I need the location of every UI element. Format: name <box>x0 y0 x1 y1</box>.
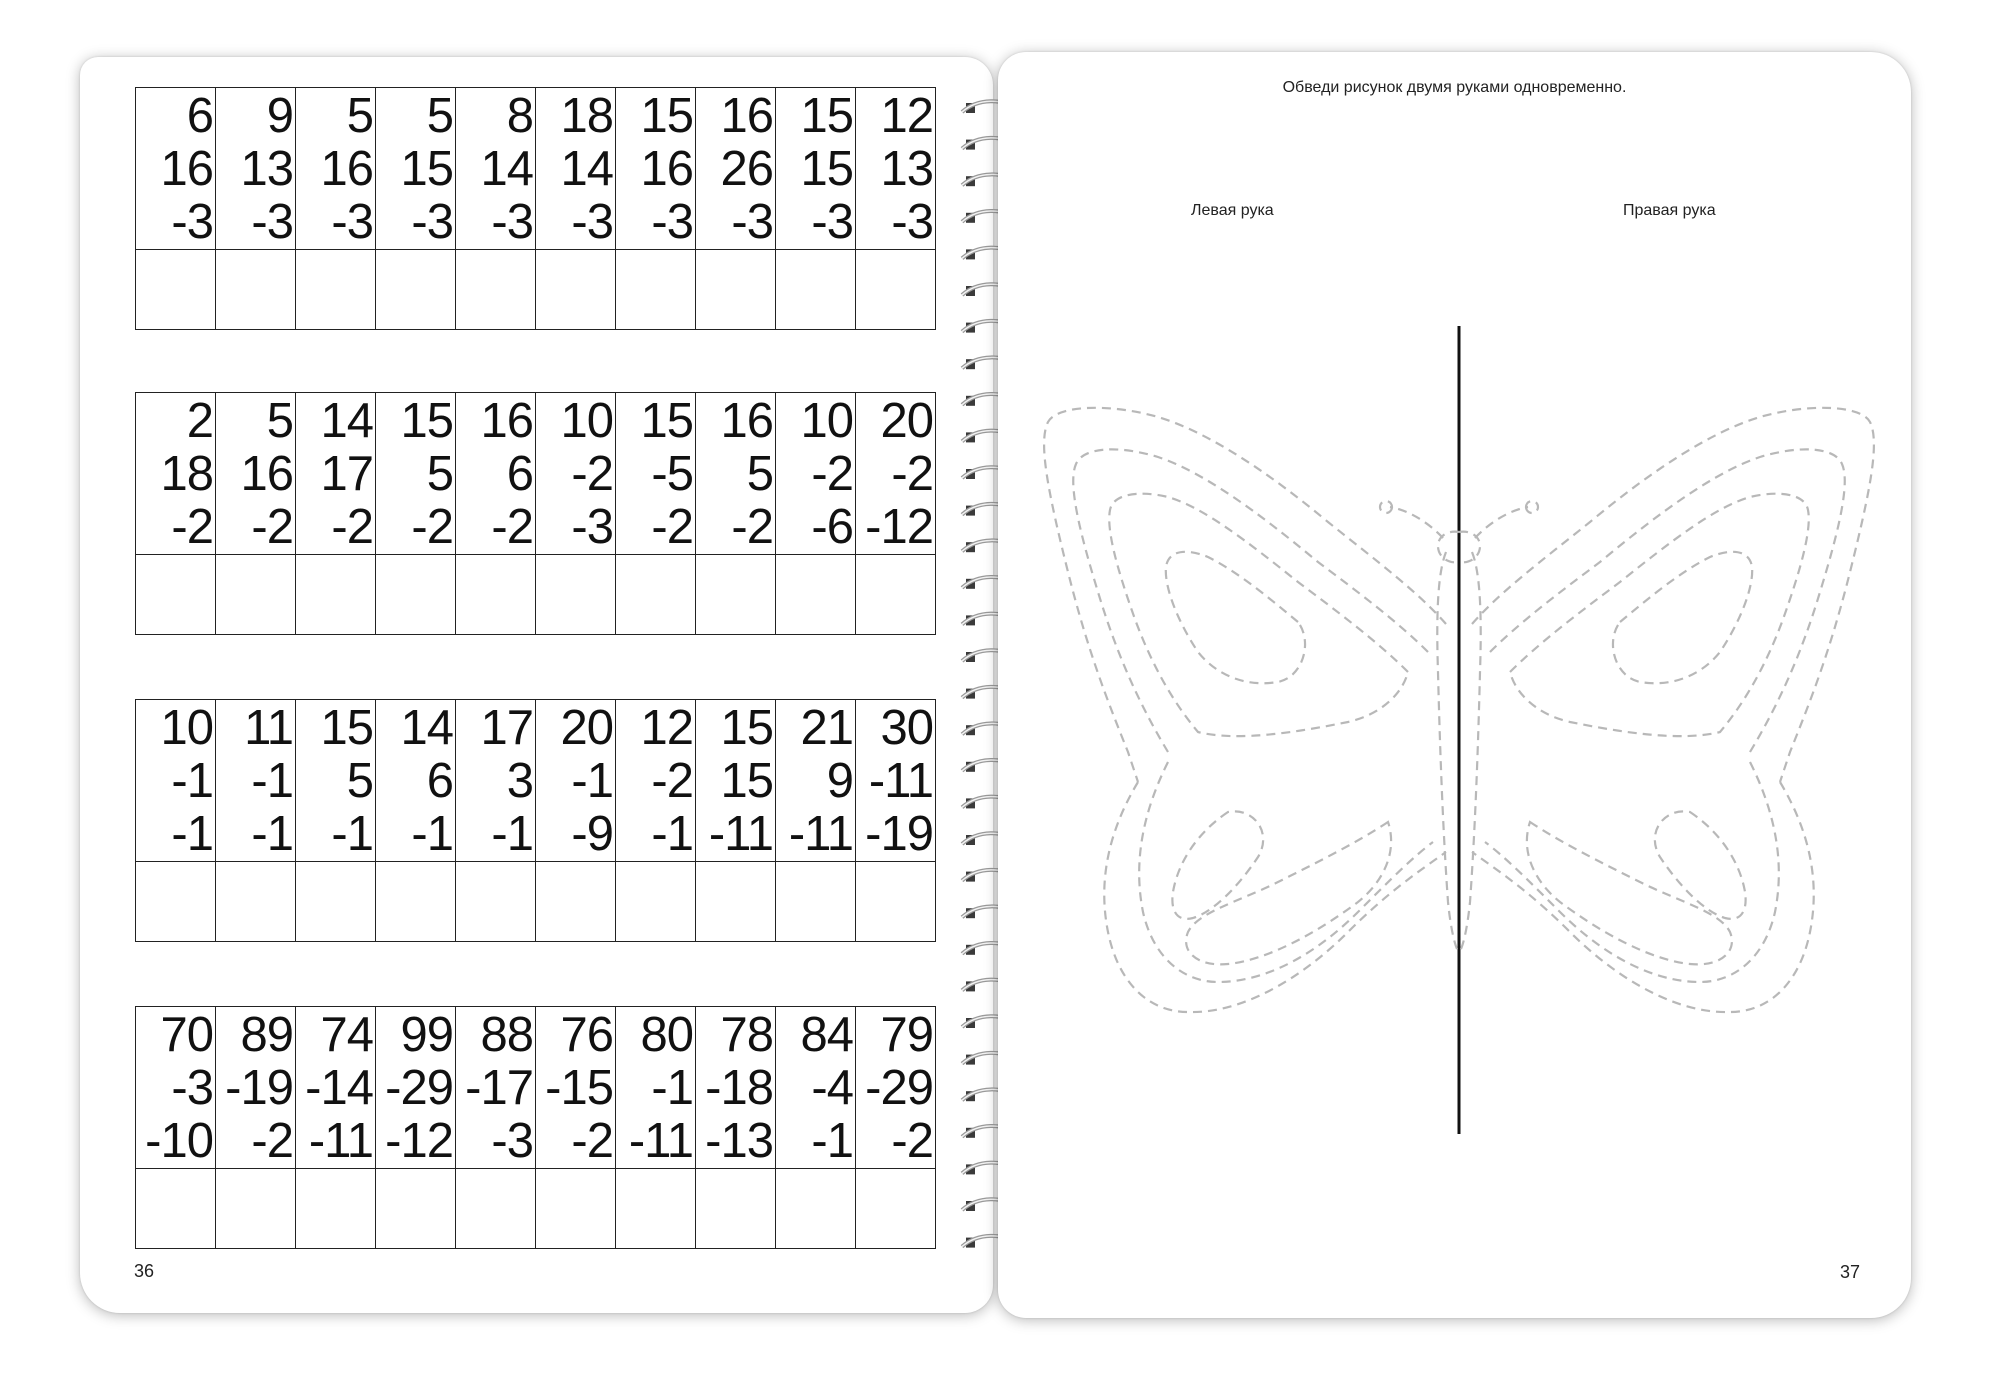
problem-number: 16 <box>480 394 533 448</box>
problem-number: 15 <box>720 701 773 755</box>
problem-number: -11 <box>708 807 773 861</box>
problem-number: 6 <box>426 754 453 808</box>
problem-number: 13 <box>240 142 293 196</box>
problem-cell <box>376 393 456 555</box>
answer-cell[interactable] <box>536 862 616 942</box>
problem-cell <box>776 393 856 555</box>
answer-cell[interactable] <box>456 1169 536 1249</box>
problem-number: -1 <box>171 754 213 808</box>
problem-number: -2 <box>251 500 293 554</box>
problem-number: 16 <box>160 142 213 196</box>
problem-number: -1 <box>411 807 453 861</box>
problem-number: 11 <box>244 701 293 755</box>
answer-cell[interactable] <box>856 555 936 635</box>
problem-number: -3 <box>571 500 613 554</box>
left-hand-label: Левая рука <box>1191 202 1274 219</box>
problem-cell <box>536 393 616 555</box>
problem-number: 5 <box>426 89 453 143</box>
problem-cell <box>456 88 536 250</box>
problem-number: -11 <box>868 754 933 808</box>
problem-number: -3 <box>571 195 613 249</box>
problem-cell <box>136 700 216 862</box>
problem-number: -4 <box>811 1061 853 1115</box>
answer-cell[interactable] <box>216 862 296 942</box>
problem-number: -1 <box>171 807 213 861</box>
problem-number: -3 <box>811 195 853 249</box>
problem-number: 74 <box>320 1008 373 1062</box>
problem-number: -2 <box>171 500 213 554</box>
problem-number: -2 <box>251 1114 293 1168</box>
answer-cell[interactable] <box>856 862 936 942</box>
right-page <box>998 52 1911 1318</box>
problem-number: -3 <box>411 195 453 249</box>
answer-cell[interactable] <box>696 1169 776 1249</box>
problem-cell <box>376 700 456 862</box>
problem-number: -1 <box>331 807 373 861</box>
answer-cell[interactable] <box>616 555 696 635</box>
problem-number: -3 <box>331 195 373 249</box>
problem-number: 12 <box>880 89 933 143</box>
problem-number: 70 <box>160 1008 213 1062</box>
problem-number: 18 <box>160 447 213 501</box>
problem-number: 3 <box>506 754 533 808</box>
problem-number: 15 <box>800 89 853 143</box>
problem-number: 76 <box>560 1008 613 1062</box>
problem-number: -2 <box>571 1114 613 1168</box>
problem-number: 15 <box>800 142 853 196</box>
problem-number: 15 <box>640 394 693 448</box>
problem-cell <box>776 700 856 862</box>
problem-cell <box>776 88 856 250</box>
problem-cell <box>456 393 536 555</box>
right-hand-label: Правая рука <box>1623 202 1716 219</box>
answer-cell[interactable] <box>296 555 376 635</box>
problem-cell <box>856 700 936 862</box>
problem-number: -3 <box>891 195 933 249</box>
problem-cell <box>776 1007 856 1169</box>
answer-cell[interactable] <box>376 1169 456 1249</box>
problem-cell <box>216 700 296 862</box>
answer-cell[interactable] <box>136 555 216 635</box>
problem-cell <box>216 393 296 555</box>
problem-cell <box>536 1007 616 1169</box>
problem-cell <box>536 88 616 250</box>
answer-cell[interactable] <box>776 250 856 330</box>
problem-number: -17 <box>465 1061 533 1115</box>
problem-number: 88 <box>480 1008 533 1062</box>
answer-cell[interactable] <box>536 1169 616 1249</box>
answer-cell[interactable] <box>776 1169 856 1249</box>
problem-cell <box>136 1007 216 1169</box>
problem-number: 10 <box>800 394 853 448</box>
problem-cell <box>616 1007 696 1169</box>
answer-cell[interactable] <box>856 250 936 330</box>
problem-number: 5 <box>426 447 453 501</box>
butterfly-left-half <box>1044 408 1459 1012</box>
page-number-right: 37 <box>1840 1262 1861 1282</box>
problem-number: 89 <box>240 1008 293 1062</box>
problem-number: 6 <box>186 89 213 143</box>
problem-number: 15 <box>720 754 773 808</box>
problem-number: -3 <box>171 195 213 249</box>
problem-number: -1 <box>251 807 293 861</box>
exercise-table-1 <box>135 87 936 330</box>
problem-number: -2 <box>731 500 773 554</box>
problem-number: -2 <box>411 500 453 554</box>
problem-number: 14 <box>320 394 373 448</box>
problem-number: -3 <box>651 195 693 249</box>
problem-number: 6 <box>506 447 533 501</box>
answer-cell[interactable] <box>376 862 456 942</box>
problem-cell <box>456 700 536 862</box>
problem-number: -14 <box>305 1061 373 1115</box>
problem-number: 79 <box>880 1008 933 1062</box>
problem-number: 16 <box>720 89 773 143</box>
problem-number: -12 <box>865 500 933 554</box>
problem-number: -1 <box>651 807 693 861</box>
answer-cell[interactable] <box>616 862 696 942</box>
problem-number: -9 <box>571 807 613 861</box>
problem-number: 84 <box>800 1008 853 1062</box>
problem-number: 10 <box>160 701 213 755</box>
answer-cell[interactable] <box>216 1169 296 1249</box>
problem-number: 20 <box>880 394 933 448</box>
left-page <box>80 57 993 1313</box>
problem-number: -3 <box>491 195 533 249</box>
answer-cell[interactable] <box>296 1169 376 1249</box>
problem-cell <box>616 393 696 555</box>
problem-cell <box>296 1007 376 1169</box>
problem-number: 5 <box>346 89 373 143</box>
problem-number: -2 <box>891 1114 933 1168</box>
problem-number: 80 <box>640 1008 693 1062</box>
problem-number: -2 <box>331 500 373 554</box>
problem-cell <box>696 1007 776 1169</box>
answer-cell[interactable] <box>696 250 776 330</box>
problem-cell <box>856 1007 936 1169</box>
problem-number: -2 <box>811 447 853 501</box>
problem-cell <box>136 88 216 250</box>
problem-number: -5 <box>651 447 693 501</box>
problem-number: 17 <box>320 447 373 501</box>
problem-number: 12 <box>640 701 693 755</box>
problem-cell <box>216 88 296 250</box>
problem-number: 18 <box>560 89 613 143</box>
problem-number: -3 <box>731 195 773 249</box>
problem-cell <box>136 393 216 555</box>
problem-number: -1 <box>571 754 613 808</box>
problem-cell <box>696 88 776 250</box>
problem-number: -1 <box>251 754 293 808</box>
problem-cell <box>376 1007 456 1169</box>
problem-number: 5 <box>266 394 293 448</box>
answer-cell[interactable] <box>136 1169 216 1249</box>
problem-number: -3 <box>251 195 293 249</box>
problem-number: 14 <box>560 142 613 196</box>
problem-number: 15 <box>400 394 453 448</box>
answer-cell[interactable] <box>616 1169 696 1249</box>
problem-number: -2 <box>571 447 613 501</box>
problem-number: 14 <box>480 142 533 196</box>
problem-cell <box>296 393 376 555</box>
answer-cell[interactable] <box>456 555 536 635</box>
answer-cell[interactable] <box>776 555 856 635</box>
exercise-table-2 <box>135 392 936 635</box>
problem-number: -1 <box>491 807 533 861</box>
problem-number: 16 <box>320 142 373 196</box>
problem-number: -12 <box>385 1114 453 1168</box>
problem-cell <box>296 700 376 862</box>
problem-number: -2 <box>651 500 693 554</box>
problem-number: -11 <box>788 807 853 861</box>
problem-number: -18 <box>705 1061 773 1115</box>
answer-cell[interactable] <box>456 250 536 330</box>
problem-number: -19 <box>225 1061 293 1115</box>
answer-cell[interactable] <box>536 250 616 330</box>
problem-number: 9 <box>826 754 853 808</box>
answer-cell[interactable] <box>296 862 376 942</box>
problem-number: 26 <box>720 142 773 196</box>
problem-number: -29 <box>865 1061 933 1115</box>
problem-number: 17 <box>480 701 533 755</box>
answer-cell[interactable] <box>536 555 616 635</box>
problem-number: -13 <box>705 1114 773 1168</box>
problem-cell <box>856 88 936 250</box>
problem-number: -15 <box>545 1061 613 1115</box>
problem-number: 15 <box>320 701 373 755</box>
exercise-table-3 <box>135 699 936 942</box>
problem-number: 14 <box>400 701 453 755</box>
problem-number: 5 <box>346 754 373 808</box>
problem-number: 16 <box>640 142 693 196</box>
answer-cell[interactable] <box>296 250 376 330</box>
problem-number: 13 <box>880 142 933 196</box>
problem-cell <box>696 393 776 555</box>
answer-cell[interactable] <box>696 555 776 635</box>
problem-number: -19 <box>865 807 933 861</box>
exercise-table-4 <box>135 1006 936 1249</box>
problem-number: 9 <box>266 89 293 143</box>
problem-number: 21 <box>800 701 853 755</box>
problem-cell <box>616 88 696 250</box>
problem-cell <box>536 700 616 862</box>
problem-number: 8 <box>506 89 533 143</box>
problem-cell <box>616 700 696 862</box>
problem-number: 16 <box>240 447 293 501</box>
problem-cell <box>696 700 776 862</box>
problem-number: -2 <box>651 754 693 808</box>
problem-number: -10 <box>145 1114 213 1168</box>
problem-cell <box>856 393 936 555</box>
instruction-text: Обведи рисунок двумя руками одновременно. <box>1282 79 1627 96</box>
problem-cell <box>376 88 456 250</box>
problem-number: 99 <box>400 1008 453 1062</box>
problem-number: -3 <box>171 1061 213 1115</box>
problem-number: -1 <box>651 1061 693 1115</box>
problem-number: 10 <box>560 394 613 448</box>
problem-number: 2 <box>186 394 213 448</box>
problem-number: -1 <box>811 1114 853 1168</box>
answer-cell[interactable] <box>136 250 216 330</box>
answer-cell[interactable] <box>776 862 856 942</box>
problem-number: -6 <box>811 500 853 554</box>
answer-cell[interactable] <box>216 555 296 635</box>
answer-cell[interactable] <box>376 250 456 330</box>
problem-number: -11 <box>308 1114 373 1168</box>
problem-number: 30 <box>880 701 933 755</box>
problem-number: -3 <box>491 1114 533 1168</box>
problem-number: -11 <box>628 1114 693 1168</box>
problem-number: 15 <box>400 142 453 196</box>
butterfly-right-half <box>1459 408 1874 1012</box>
answer-cell[interactable] <box>216 250 296 330</box>
answer-cell[interactable] <box>696 862 776 942</box>
answer-cell[interactable] <box>376 555 456 635</box>
problem-number: -2 <box>491 500 533 554</box>
problem-cell <box>296 88 376 250</box>
answer-cell[interactable] <box>856 1169 936 1249</box>
butterfly-tracing <box>998 52 1911 1318</box>
problem-cell <box>216 1007 296 1169</box>
problem-number: 16 <box>720 394 773 448</box>
problem-number: 5 <box>746 447 773 501</box>
answer-cell[interactable] <box>456 862 536 942</box>
problem-number: 78 <box>720 1008 773 1062</box>
problem-cell <box>456 1007 536 1169</box>
answer-cell[interactable] <box>136 862 216 942</box>
problem-number: 15 <box>640 89 693 143</box>
problem-number: -2 <box>891 447 933 501</box>
problem-number: 20 <box>560 701 613 755</box>
answer-cell[interactable] <box>616 250 696 330</box>
page-number-left: 36 <box>134 1261 155 1281</box>
problem-number: -29 <box>385 1061 453 1115</box>
